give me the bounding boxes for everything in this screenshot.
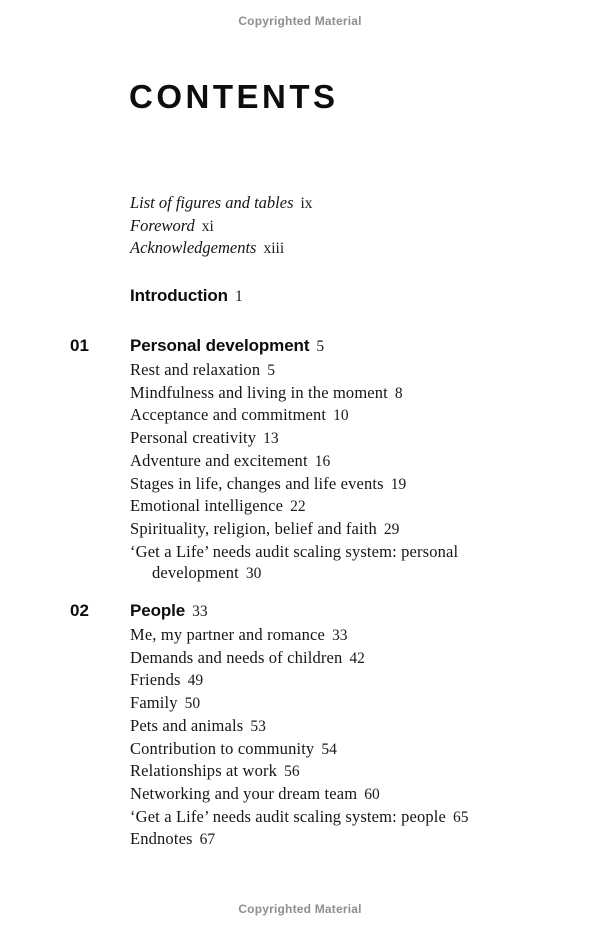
- front-matter-list: [130, 192, 313, 260]
- intro-title: Introduction: [130, 286, 228, 305]
- toc-entry: [130, 359, 530, 382]
- chapter-section-02: [70, 599, 540, 851]
- toc-entry: [130, 760, 530, 783]
- toc-entry-title: Friends: [130, 670, 181, 690]
- toc-entry-title: Adventure and excitement: [130, 450, 308, 470]
- page-number: 13: [263, 430, 279, 448]
- toc-entry-title: ‘Get a Life’ needs audit scaling system: people: [130, 806, 447, 826]
- page-number: 16: [314, 452, 331, 470]
- toc-entry: [130, 783, 530, 806]
- page-title: CONTENTS: [129, 78, 339, 115]
- toc-entry-title: Networking and your dream team: [130, 783, 358, 803]
- page-number: 33: [192, 603, 208, 620]
- page-number: 33: [331, 627, 348, 644]
- toc-entry-title: Rest and relaxation: [130, 360, 261, 379]
- chapter-number: 02: [70, 601, 89, 620]
- toc-entry: [130, 669, 530, 692]
- chapter-title: People: [130, 601, 186, 620]
- page-number: 1: [234, 288, 243, 305]
- page-number: 65: [453, 808, 469, 826]
- page-number: 29: [383, 520, 400, 538]
- page-number: 8: [394, 384, 403, 402]
- page-number: 22: [290, 498, 306, 516]
- toc-entry-title: ‘Get a Life’ needs audit scaling system: personal: [130, 541, 459, 561]
- item-title: List of figures and tables: [130, 193, 294, 212]
- chapter-entries: [130, 359, 530, 585]
- toc-entry: [130, 518, 530, 541]
- toc-entry: [130, 427, 530, 450]
- toc-entry: [130, 738, 530, 761]
- front-matter-item: [130, 215, 313, 238]
- chapter-section-01: [70, 334, 540, 585]
- chapter-heading: [130, 334, 530, 359]
- chapter-heading: [130, 599, 530, 624]
- toc-entry: [130, 450, 530, 473]
- copyright-banner-bottom: Copyrighted Material: [238, 902, 362, 916]
- toc-entry: [130, 473, 530, 496]
- toc-entry-title: Mindfulness and living in the moment: [130, 382, 388, 402]
- chapter-title: Personal development: [130, 336, 310, 355]
- item-title: Foreword: [130, 215, 195, 235]
- page-number: 50: [184, 695, 201, 713]
- toc-entry-title: Pets and animals: [130, 715, 244, 735]
- chapter-number: 01: [70, 336, 89, 355]
- page-number: 54: [321, 740, 337, 758]
- page-number: ix: [300, 195, 313, 212]
- toc-entry-title: Stages in life, changes and life events: [130, 473, 384, 493]
- toc-entry: [130, 382, 530, 405]
- toc-entry: [130, 624, 530, 647]
- toc-entry-title: Relationships at work: [130, 761, 278, 781]
- page-number: 19: [390, 475, 407, 493]
- toc-entry-title: Spirituality, religion, belief and faith: [130, 518, 377, 538]
- toc-entry-title: Contribution to community: [130, 738, 315, 758]
- page-number: 56: [284, 763, 300, 781]
- copyright-banner-top: Copyrighted Material: [238, 14, 362, 28]
- toc-entry: [130, 692, 530, 715]
- toc-entry: [130, 495, 530, 518]
- toc-entry: [130, 404, 530, 427]
- chapter-entries: [130, 624, 530, 851]
- page-number: 67: [199, 831, 216, 849]
- page-number: xiii: [263, 240, 285, 258]
- page-number: xi: [201, 217, 214, 235]
- page-number: 30: [245, 565, 262, 583]
- page-number: 49: [187, 672, 204, 690]
- front-matter-item: [130, 192, 313, 215]
- toc-entry: [130, 541, 530, 585]
- intro-entry: [130, 285, 243, 308]
- page-number: 10: [333, 407, 349, 425]
- toc-entry-title: Me, my partner and romance: [130, 625, 325, 644]
- page-number: 42: [349, 649, 365, 667]
- toc-entry-title: Personal creativity: [130, 428, 257, 448]
- page-number: 60: [364, 785, 380, 803]
- item-title: Acknowledgements: [130, 238, 257, 258]
- toc-entry-title: Family: [130, 693, 178, 713]
- toc-entry: [130, 806, 530, 829]
- toc-entry-title: Demands and needs of children: [130, 647, 343, 667]
- toc-entry: [130, 647, 530, 670]
- toc-entry-title: Endnotes: [130, 829, 193, 849]
- toc-entry-title: Emotional intelligence: [130, 496, 284, 516]
- page-number: 53: [250, 717, 266, 735]
- toc-entry: [130, 715, 530, 738]
- front-matter-item: [130, 237, 313, 260]
- toc-entry-title: Acceptance and commitment: [130, 405, 327, 425]
- toc-entry: [130, 828, 530, 851]
- page-number: 5: [316, 338, 325, 355]
- toc-entry-title-continuation: development: [152, 563, 239, 583]
- page-number: 5: [267, 362, 275, 379]
